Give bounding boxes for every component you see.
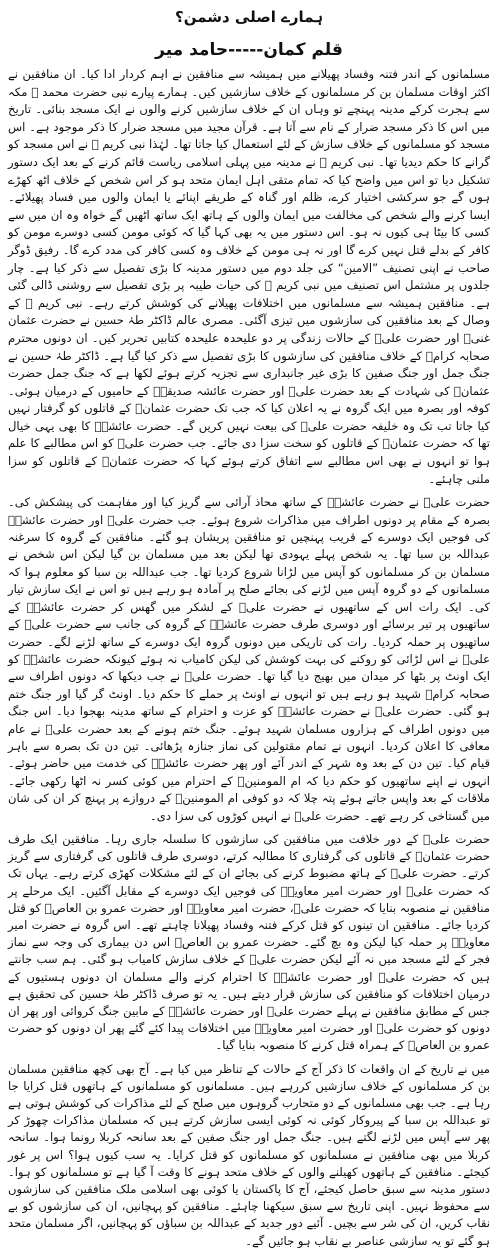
article-paragraph-2: حضرت علیؓ نے حضرت عائشہؓ کے ساتھ محاذ آرائی سے گریز کیا اور مفاہمت کی پیشکش کی۔ بصرہ کے مقام پر دونوں اطراف میں مذاکرات شروع ہوئے۔ جب حضرت علیؓ اور حضرت عائشہؓ کی فوجیں ایک دوسرے کے قریب پہنچیں تو منافقین پریشان ہو گئے۔ منافقین کے گروہ کا سرغنہ عبداللہ بن سبا تھا۔ یہ شخص پہلے یہودی تھا لیکن بعد میں مسلمان بن گیا لیکن اس شخص نے مسلمان بن کر مسلمانوں کو آپس میں لڑانا شروع کردیا تھا۔ جب عبداللہ بن سبا کو معلوم ہوا کہ مسلمانوں کے دو گروہ آپس میں لڑنے کی بجائے صلح پر آمادہ ہو رہے ہیں تو اس نے ایک سازش تیار کی۔ ایک رات اس کے ساتھیوں نے حضرت علیؓ کے لشکر میں گھس کر حضرت عائشہؓ کے ساتھیوں پر تیر برسائے اور دوسری طرف حضرت عائشہؓ کے گروہ کی جانب سے حضرت علیؓ کے ساتھیوں پر حملہ کردیا۔ رات کی تاریکی میں دونوں گروہ ایک دوسرے کے ساتھ لڑنے لگے۔ حضرت علیؓ نے اس لڑائی کو روکنے کی بہت کوشش کی لیکن کامیاب نہ ہوئے کیونکہ حضرت عائشہؓ کو ایک اونٹ پر بٹھا کر میدان میں بھیج دیا گیا تھا۔ حضرت علیؓ نے جب دیکھا کہ دونوں اطراف سے صحابہ کرامؓ شہید ہو رہے ہیں تو انہوں نے اونٹ پر حملے کا حکم دیا۔ اونٹ گر گیا اور جنگ ختم ہو گئی۔ حضرت علیؓ نے حضرت عائشہؓ کو عزت و احترام کے ساتھ مدینہ بھجوا دیا۔ اس جنگ میں دونوں اطراف کے ہزاروں مسلمان شہید ہوئے۔ جنگ ختم ہونے کے بعد حضرت علیؓ نے عام معافی کا اعلان کردیا۔ انہوں نے تمام مقتولین کی نماز جنازہ پڑھائی۔ تین دن تک بصرہ سے باہر قیام کیا۔ تین دن کے بعد وہ شہر کے اندر آئے اور پھر حضرت عائشہؓ کی خدمت میں حاضر ہوئے۔ انہوں نے اپنے ساتھیوں کو حکم دیا کہ ام المومنینؓ کے احترام میں کوئی کسر نہ اٹھا رکھی جائے۔ ملاقات کے بعد واپس جاتے ہوئے پتہ چلا کہ دو کوفی ام المومنینؓ کے دروازے پر پہنچ کر ان کی شان میں گستاخی کر رہے تھے۔ حضرت علیؓ نے انہیں کوڑوں کی سزا دی۔: [8, 495, 490, 823]
article-paragraph-4: میں نے تاریخ کے ان واقعات کا ذکر آج کے حالات کے تناظر میں کیا ہے۔ آج بھی کچھ منافقین مسلمان بن کر مسلمانوں کے خلاف سازشیں کررہے ہیں۔ مسلمانوں کو مسلمانوں کے ہاتھوں قتل کرایا جا رہا ہے۔ جب بھی مسلمانوں کے دو متحارب گروہوں میں صلح کے لئے مذاکرات کی کوشش ہوتی ہے تو عبداللہ بن سبا کے پیروکار کوئی نہ کوئی ایسی سازش کرتے ہیں کہ مسلمان مذاکرات چھوڑ کر پھر سے آپس میں لڑنے لگتے ہیں۔ جنگ جمل اور جنگ صفین کے بعد سانحہ کربلا رونما ہوا۔ سانحہ کربلا میں بھی منافقین نے مسلمانوں کو مسلمانوں کو قتل کرایا۔ یہ سب کیوں ہوا؟ اس پر غور کیجئے۔ منافقین کے ہاتھوں کھیلنے والوں کے خلاف متحد ہونے کا وقت آ گیا ہے تو مسلمانوں کو ہوا۔ دستور مدینہ سے سبق حاصل کیجئے، آج کا پاکستان یا کوئی بھی اسلامی ملک منافقین کی سازشوں سے محفوظ نہیں۔ اپنی تاریخ سے سبق سیکھنا چاہئے۔ منافقین کو پہچانیں، ان کی سازشوں کو بے نقاب کریں، ان کی شر سے بچیں۔ آئیے دور جدید کے عبداللہ بن سباؤں کو پہچانیں، اگر مسلمان متحد ہو گئے تو یہ سازشی عناصر بے نقاب ہو جائیں گے۔: [8, 1061, 490, 1248]
article-byline: قلم کمان-----حامد میر: [155, 40, 343, 60]
article-title: ہمارے اصلی دشمن؟: [175, 8, 323, 26]
article-paragraph-1: مسلمانوں کے اندر فتنہ وفساد پھیلانے میں ہمیشہ سے منافقین نے اہم کردار ادا کیا۔ ان منافقین نے اکثر اوقات مسلمان بن کر مسلمانوں کے خلاف سازشیں کیں۔ ہمارے پیارے نبی حضرت محمد ﷺ مکہ سے ہجرت کرکے مدینہ پہنچے تو وہاں ان کے خلاف سازشیں کرنے والوں نے ایک مسجد بنائی۔ تاریخ میں اس کا ذکر مسجد ضرار کے نام سے آتا ہے۔ قرآن مجید میں مسجد ضرار کا ذکر موجود ہے۔ اس مسجد کو مسلمانوں کے خلاف سازش کے لئے استعمال کیا جاتا تھا۔ لہٰذا نبی کریم ﷺ نے اس مسجد کو گرانے کا حکم دیدیا تھا۔ نبی کریم ﷺ نے مدینہ میں پہلی اسلامی ریاست قائم کرنے کے بعد ایک دستور تشکیل دیا تو اس میں واضح کیا کہ تمام متقی اہل ایمان متحد ہو کر اس شخص کے خلاف اٹھ کھڑے ہوں گے جو سرکشی اختیار کرے، ظلم اور گناہ کے طریقے اپنائے یا ایمان والوں میں فساد پھیلائے۔ ایسا کرنے والے شخص کی مخالفت میں ایمان والوں کے ہاتھ ایک ساتھ اٹھیں گے خواہ وہ ان میں سے کسی کا بیٹا ہی کیوں نہ ہو۔ اس دستور میں یہ بھی کہا گیا کہ کوئی مومن کسی دوسرے مومن کو کافر کے بدلے قتل نہیں کرے گا اور نہ ہی مومن کے خلاف وہ کسی کافر کی مدد کرے گا۔ رفیق ڈوگر صاحب نے اپنی تصنیف ”الامین“ کی جلد دوم میں دستور مدینہ کا بڑی تفصیل سے ذکر کیا ہے۔ چار جلدوں پر مشتمل اس تصنیف میں نبی کریم ﷺ کی حیات طیبہ پر بڑی تفصیل سے روشنی ڈالی گئی ہے۔ منافقین ہمیشہ سے مسلمانوں میں اختلافات پھیلانے کی کوشش کرتے رہے۔ نبی کریم ﷺ کے وصال کے بعد منافقین کی سازشوں میں تیزی آگئی۔ مصری عالم ڈاکٹر طہٰ حسین نے حضرت عثمان غنیؓ اور حضرت علیؓ کے حالات زندگی پر دو علیحدہ علیحدہ کتابیں تحریر کیں۔ ان دونوں محترم صحابہ کرامؓ کے خلاف منافقین کی سازشوں کا بڑی تفصیل سے ذکر کیا گیا ہے۔ ڈاکٹر طہٰ حسین نے جنگ جمل اور جنگ صفین کا بڑی غیر جانبداری سے تجزیہ کرتے ہوئے لکھا ہے کہ جنگ جمل حضرت عثمانؓ کی شہادت کے بعد حضرت علیؓ اور حضرت عائشہ صدیقہؓ کے حامیوں کے درمیان ہوئی۔ کوفہ اور بصرہ میں ایک گروہ نے یہ اعلان کیا کہ جب تک حضرت عثمانؓ کے قاتلوں کو گرفتار نہیں کیا جاتا تب تک وہ خلیفہ حضرت علیؓ کی بیعت نہیں کریں گے۔ حضرت عائشہؓ کا بھی یہی خیال تھا کہ حضرت عثمانؓ کے قاتلوں کو سخت سزا دی جائے۔ جب حضرت علیؓ کو اس مطالبے کا علم ہوا تو انہوں نے بھی اس مطالبے سے اتفاق کرتے ہوئے کہا کہ حضرت عثمانؓ کے قاتلوں کو سزا ملنی چاہئے۔: [7, 67, 490, 486]
article-paragraph-3: حضرت علیؓ کے دور خلافت میں منافقین کی سازشوں کا سلسلہ جاری رہا۔ منافقین ایک طرف حضرت عثمانؓ کے قاتلوں کی گرفتاری کا مطالبہ کرتے، دوسری طرف قاتلوں کی گرفتاری سے گریز کرتے۔ حضرت علیؓ کے ہاتھ مضبوط کرنے کی بجائے ان کے لئے مشکلات کھڑی کرتے رہے۔ یہاں تک کہ حضرت علیؓ اور حضرت امیر معاویہؓ کی فوجیں ایک دوسرے کے مقابل آگئیں۔ ایک مرحلے پر منافقین نے منصوبہ بنایا کہ حضرت علیؓ، حضرت امیر معاویہؓ اور حضرت عمرو بن العاصؓ کو قتل کردیا جائے۔ منافقین ان تینوں کو قتل کرکے فتنہ وفساد پھیلانا چاہتے تھے۔ اس گروہ نے حضرت امیر معاویہؓ پر حملہ کیا لیکن وہ بچ گئے۔ حضرت عمرو بن العاصؓ اس دن بیماری کی وجہ سے نماز فجر کے لئے مسجد میں نہ آئے لیکن حضرت علیؓ کے خلاف سازش کامیاب ہو گئی۔ ہم سب جانتے ہیں کہ حضرت علیؓ اور حضرت عائشہؓ کا احترام کرنے والے مسلمان ان دونوں ہستیوں کے درمیان اختلافات کو منافقین کی سازش قرار دیتے ہیں۔ یہ تو صرف ڈاکٹر طہٰ حسین کی تحقیق ہے جس کے مطابق منافقین نے پہلے حضرت علیؓ اور حضرت عائشہؓ کے مابین جنگ کروائی اور پھر ان دونوں کو حضرت علیؓ اور حضرت امیر معاویہؓ میں اختلافات پیدا کئے گئے پھر ان دونوں کو حضرت عمرو بن العاصؓ کے ہمراہ قتل کرنے کا منصوبہ بنایا گیا۔: [8, 831, 490, 1053]
